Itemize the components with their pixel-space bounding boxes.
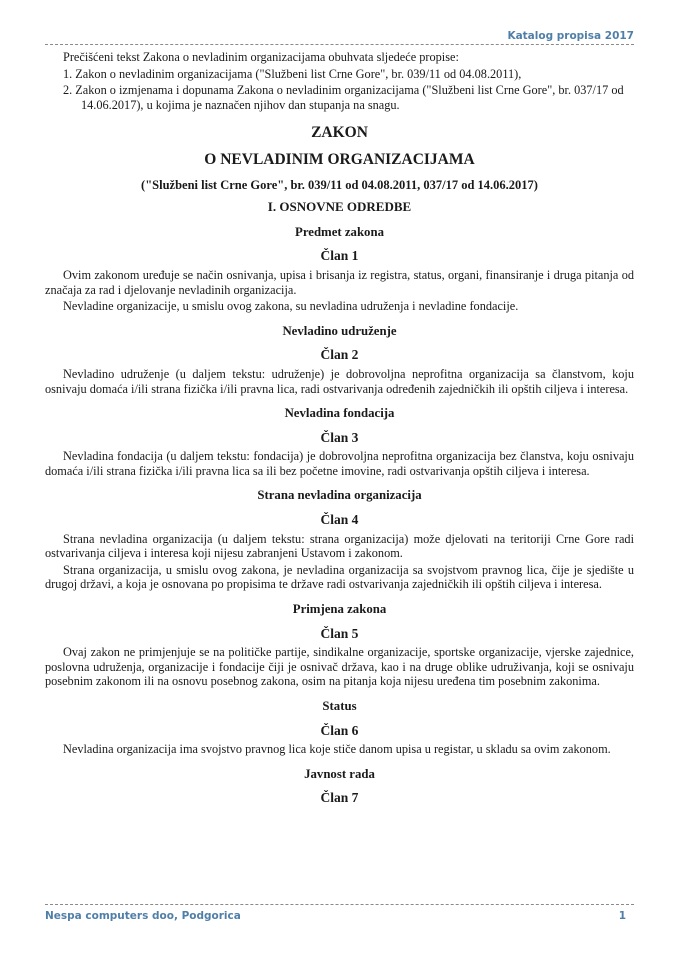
section-heading: Strana nevladina organizacija — [257, 488, 422, 503]
article-number: Član 5 — [320, 625, 359, 641]
article-number: Član 2 — [320, 347, 359, 363]
law-subtitle: O NEVLADINIM ORGANIZACIJAMA — [204, 150, 475, 168]
article-paragraph: Strana nevladina organizacija (u daljem tekstu: strana organizacija) može djelovati na teritoriji Crne Gore radi ostvarivanja ciljeva i interesa koji nijesu zabranjeni Ustavom i zakonom. — [45, 531, 634, 561]
article-paragraph: Nevladine organizacije, u smislu ovog zakona, su nevladina udruženja i nevladine fondacije. — [63, 299, 519, 314]
regulation-list — [45, 67, 634, 113]
section-5 — [45, 602, 634, 689]
gazette-reference: ("Službeni list Crne Gore", br. 039/11 od 04.08.2011, 037/17 od 14.06.2017) — [141, 177, 538, 192]
law-title-block — [45, 126, 634, 214]
article-paragraph: Nevladina fondacija (u daljem tekstu: fondacija) je dobrovoljna neprofitna organizacija bez članstva, koju osnivaju domaća i/ili strana fizička i/ili pravna lica sa ili bez početne imovine, radi ostvarivanja opštih ciljeva i interesa. — [45, 449, 634, 478]
section-heading: Nevladina fondacija — [284, 406, 395, 421]
section-heading: Status — [322, 699, 357, 713]
article-number: Član 4 — [320, 512, 359, 528]
article-paragraph: Strana organizacija, u smislu ovog zakona, je nevladina organizacija sa svojstvom pravnog lica, čije je sjedište u drugoj državi, a koja je osnovana po propisima te države radi ostvarivanja zajedničkih ili opštih ciljeva i interesa. — [45, 562, 634, 592]
article-number: Član 6 — [320, 722, 359, 738]
article-paragraph: Ovaj zakon ne primjenjuje se na političke partije, sindikalne organizacije, sportske organizacije, vjerske zajednice, poslovna udruženja, organizacije i fondacije čiji je osnivač država, kao i na druge oblike udruživanja, koji se osnivaju posebnim zakonom ili na osnovu posebnog zakona, osim na pitanja koja nijesu uređena tim posebnim zakonima. — [45, 645, 634, 689]
article-number: Član 1 — [320, 248, 359, 264]
section-heading: Predmet zakona — [295, 224, 384, 239]
regulation-item: 2. Zakon o izmjenama i dopunama Zakona o nevladinim organizacijama ("Službeni list Crne Gore", br. 037/17 od 14.06.2017), u kojima je naznačen njihov dan stupanja na snagu. — [63, 83, 624, 112]
article-paragraph: Ovim zakonom uređuje se način osnivanja, upisa i brisanja iz registra, status, organi, finansiranje i druga pitanja od značaja za rad i djelovanje nevladinih organizacija. — [45, 267, 634, 297]
section-heading: Primjena zakona — [292, 602, 387, 617]
article-paragraph: Nevladino udruženje (u daljem tekstu: udruženje) je dobrovoljna neprofitna organizacija sa članstvom, koju osnivaju domaća i/ili strana fizička i/ili pravna lica, radi ostvarivanja određenih zajedničkih ili opštih ciljeva i interesa. — [45, 366, 634, 396]
footer-divider — [45, 904, 634, 905]
section-heading: Javnost rada — [304, 766, 375, 781]
regulation-item: 1. Zakon o nevladinim organizacijama ("Službeni list Crne Gore", br. 039/11 od 04.08.2011), — [63, 66, 522, 81]
section-2 — [45, 324, 634, 396]
catalog-title: Katalog propisa 2017 — [507, 30, 634, 42]
section-heading: Nevladino udruženje — [282, 323, 397, 338]
article-number: Član 3 — [320, 429, 359, 445]
section-6 — [45, 699, 634, 757]
document-body — [45, 50, 634, 810]
section-1 — [45, 225, 634, 314]
article-paragraph: Nevladina organizacija ima svojstvo pravnog lica koje stiče danom upisa u registar, u skladu sa ovim zakonom. — [63, 742, 611, 757]
company-name: Nespa computers doo, Podgorica — [45, 910, 241, 922]
section-3 — [45, 406, 634, 478]
section-7 — [45, 767, 634, 806]
intro-block — [45, 50, 634, 112]
page-number: 1 — [618, 910, 626, 922]
law-title: ZAKON — [311, 124, 368, 142]
article-number: Član 7 — [320, 790, 359, 806]
part-heading: I. OSNOVNE ODREDBE — [267, 199, 412, 215]
page-footer — [45, 910, 634, 926]
header-divider — [45, 44, 634, 45]
section-4 — [45, 488, 634, 592]
intro-lead: Prečišćeni tekst Zakona o nevladinim organizacijama obuhvata sljedeće propise: — [63, 50, 459, 64]
